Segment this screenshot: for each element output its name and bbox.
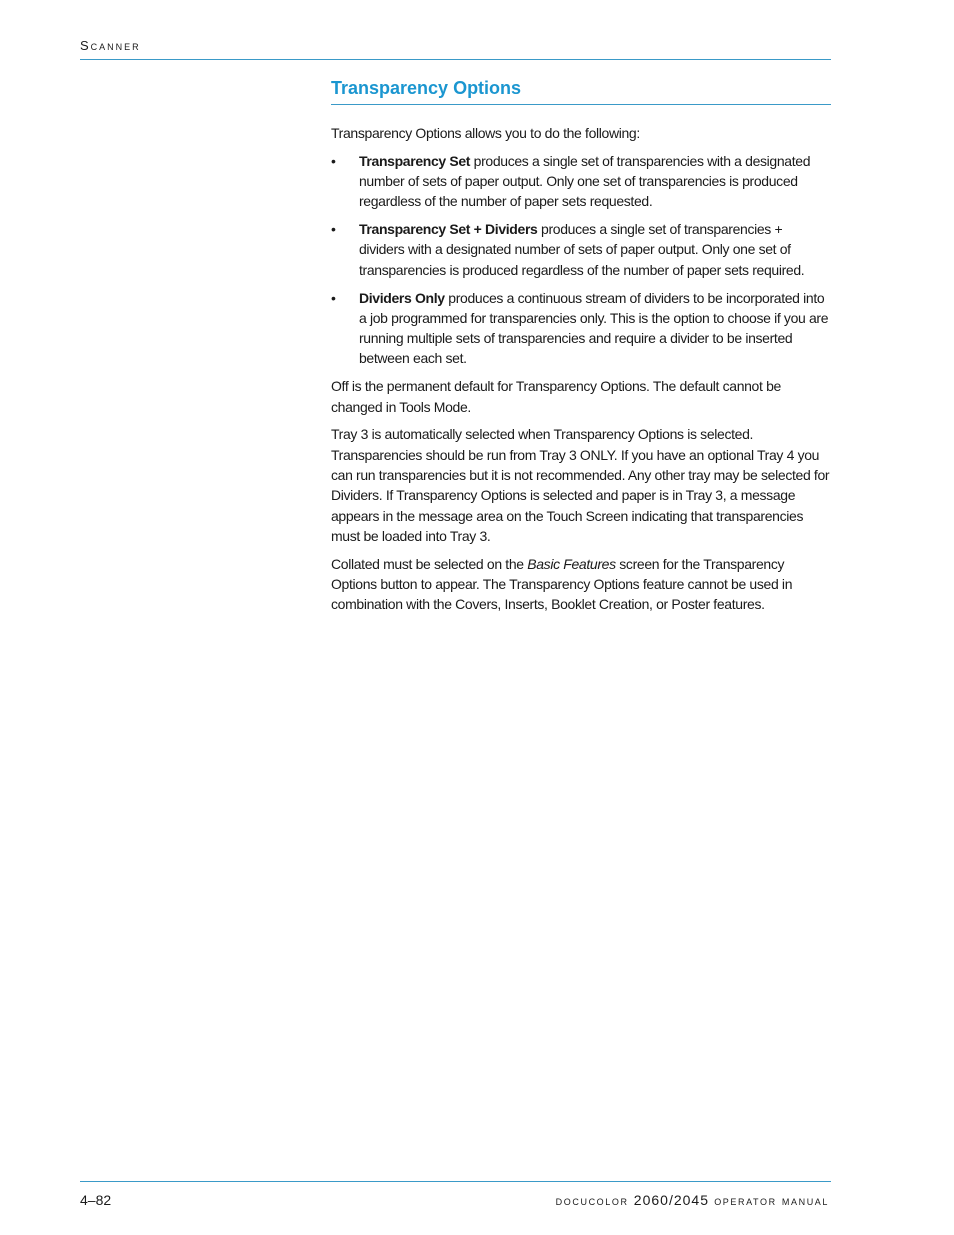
bullet-icon: •: [331, 221, 336, 238]
manual-model: 2060/2045: [633, 1192, 709, 1208]
bullet-icon: •: [331, 152, 336, 169]
header-rule: [80, 59, 831, 60]
tray-paragraph: Tray 3 is automatically selected when Transparency Options is selected. Transparencies should be run from Tray 3 ONLY. If you have an optional Tray 4 you can run transparencies but it is not recommended. Any other tray may be selected for Dividers. If Transparency Options is selected and paper is in Tray 3, a message appears in the message area on the Touch Screen indicating that transparencies must be loaded into Tray 3.: [331, 426, 830, 544]
section-title-rule: [331, 104, 831, 105]
running-head: Scanner: [80, 38, 141, 53]
body-content: [331, 123, 831, 622]
page-number: 4–82: [80, 1192, 112, 1208]
collated-text-before: Collated must be selected on the: [331, 555, 528, 572]
collated-paragraph: [331, 554, 831, 615]
option-description: produces a continuous stream of dividers to be incorporated into a job programmed for transparencies only. This is the option to choose if you are running multiple sets of transparencies and require a divider to be inserted between each set.: [359, 289, 829, 367]
options-list: [331, 151, 831, 369]
manual-title: [556, 1192, 829, 1208]
manual-suffix: operator manual: [714, 1193, 829, 1208]
option-term: Transparency Set: [359, 152, 471, 169]
option-term: Transparency Set + Dividers: [359, 221, 538, 238]
footer-rule: [80, 1181, 831, 1182]
list-item: [331, 219, 831, 280]
option-description: produces a single set of transparencies + dividers with a designated number of sets of paper output. Only one set of transparencies is produced regardless of the number of paper sets required.: [359, 221, 805, 278]
manual-brand: docucolor: [555, 1193, 629, 1208]
collated-text-after: screen for the Transparency Options button to appear. The Transparency Options feature cannot be used in combination with the Covers, Inserts, Booklet Creation, or Poster features.: [331, 555, 793, 613]
option-description: produces a single set of transparencies with a designated number of sets of paper output. Only one set of transparencies is produced regardless of the number of paper sets requested.: [359, 152, 811, 210]
bullet-icon: •: [331, 289, 336, 306]
basic-features-term: Basic Features: [527, 555, 616, 572]
list-item: [331, 288, 831, 369]
default-paragraph: Off is the permanent default for Transparency Options. The default cannot be changed in Tools Mode.: [331, 378, 781, 415]
list-item: [331, 151, 831, 212]
intro-paragraph: Transparency Options allows you to do the following:: [331, 125, 640, 141]
section-title: Transparency Options: [331, 78, 522, 98]
option-term: Dividers Only: [359, 289, 445, 306]
